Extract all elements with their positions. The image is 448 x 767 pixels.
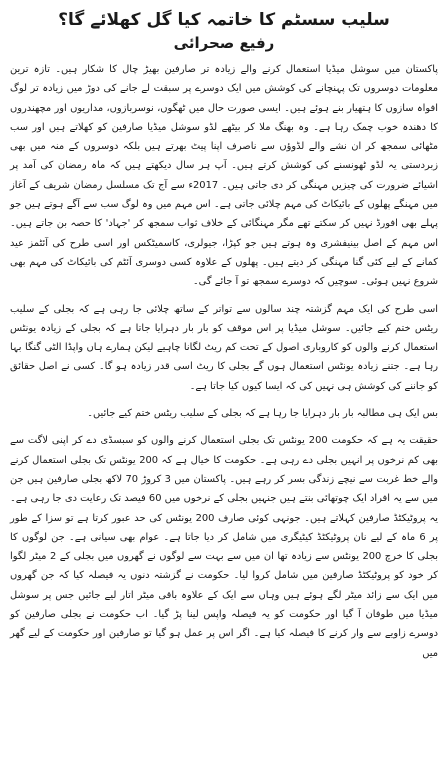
article-paragraph: پاکستان میں سوشل میڈیا استعمال کرنے والے زیادہ تر صارفین بھیڑ چال کا شکار ہیں۔ تازہ ترین معلومات دوسروں تک پہنچانے کی کوشش میں ایک دوسرے پر سبقت لے جانے کی دوڑ میں زیادہ تر لوگ افواہ سازوں کا ہتھیار بنے ہوئے ہیں۔ ایسی صورت حال میں ٹھگوں، نوسربازوں، مداریوں اور مچھندروں کا دھندہ خوب چمک رہا ہے۔ وہ بھنگ ملا کر بیٹھے لڈو سوشل میڈیا صارفین کو کھلاتے ہیں اور سب مٹھائی سمجھ کر ان نشے والے لڈوؤں سے ناصرف اپنا پیٹ بھرتے ہیں بلکہ دوسروں کے منہ میں بھی زبردستی یہ لڈو ٹھونسنے کی کوشش کرتے ہیں۔ آپ ہر سال دیکھتے ہیں کہ ماہ رمضان کی آمد پر اشیائے ضرورت کی چیزیں مہنگی کر دی جاتی ہیں۔ 2017ء سے آج تک مسلسل رمضان شریف کے آغاز میں مہنگے پھلوں کے بائیکاٹ کی مہم چلائی جاتی ہے۔ اس مہم میں وہ لوگ سب سے آگے ہوتے ہیں جو پہلے بھی افورڈ نہیں کر سکتے تھے مگر مہنگائی کے خلاف ثواب سمجھ کر 'جہاد' کا حصہ بن جاتے ہیں۔ اس مہم کے اصل بینیفشری وہ ہوتے ہیں جو کپڑا، جیولری، کاسمیٹکس اور اسی طرح کی آئٹمز عید کمانے کے لیے کئی گنا مہنگی کر دیتے ہیں۔ پھلوں کے علاوہ کسی دوسری آئٹم کی بائیکاٹ کی مہم بھی شروع نہیں ہوئی۔ سوچیں کہ دوسرے سمجھ تو آ جائے گی۔	[10, 64, 438, 288]
article-title: سلیب سسٹم کا خاتمہ کیا گل کھلائے گا؟	[58, 10, 390, 30]
article-paragraph: بس ایک ہی مطالبہ بار بار دہرایا جا رہا ہے کہ بجلی کے سلیب ریٹس ختم کیے جائیں۔	[87, 408, 438, 420]
article-body	[10, 60, 438, 663]
article-paragraph: حقیقت یہ ہے کہ حکومت 200 یونٹس تک بجلی استعمال کرنے والوں کو سبسڈی دے کر اپنی لاگت سے بھی کم نرخوں پر انہیں بجلی دے رہی ہے۔ حکومت کا خیال ہے کہ 200 یونٹس تک بجلی استعمال کرنے والے خط غربت سے نیچے زندگی بسر کر رہے ہیں۔ پاکستان میں 3 کروڑ 70 لاکھ بجلی صارفین ہیں جن میں سے یہ افراد ایک چوتھائی بنتے ہیں جنہیں بجلی کے نرخوں میں 60 فیصد تک رعایت دی جا رہی ہے۔ یہ پروٹیکٹڈ صارفین کہلاتے ہیں۔ جونہی کوئی صارف 200 یونٹس کی حد عبور کرتا ہے تو سزا کے طور پر 6 ماہ کے لیے نان پروٹیکٹڈ کیٹیگری میں شامل کر دیا جاتا ہے۔ عوام بھی سیانی ہے۔ جن لوگوں کا بجلی کا خرچ 200 یونٹس سے زیادہ تھا ان میں سے بہت سے لوگوں نے گھروں میں بجلی کے 2 میٹر لگوا کر خود کو پروٹیکٹڈ صارفین میں شامل کروا لیا۔ حکومت نے گزشتہ دنوں یہ فیصلہ کیا کہ جن گھروں میں ایک سے زائد میٹر لگے ہوئے ہیں وہاں سے ایک کے علاوہ باقی میٹر اتار لیے جائیں جس پر سوشل میڈیا میں طوفان آ گیا اور حکومت کو یہ فیصلہ واپس لینا پڑ گیا۔ اب حکومت نے بجلی صارفین کو دوسرے زاویے سے وار کرنے کا فیصلہ کیا ہے۔ اگر اس پر عمل ہو گیا تو صارفین اور حکومت کے لیے گھر میں	[10, 435, 438, 659]
author-byline: رفیع صحرائی	[173, 34, 275, 52]
article-paragraph: اسی طرح کی ایک مہم گزشتہ چند سالوں سے تواتر کے ساتھ چلائی جا رہی ہے کہ بجلی کے سلیب ریٹس ختم کیے جائیں۔ سوشل میڈیا پر اس موقف کو بار بار دہرایا جاتا ہے کہ بجلی کے زیادہ یونٹس استعمال کرنے والوں کو کاروباری اصول کے تحت کم ریٹ لگانا چاہیے لیکن ہمارے ہاں واپڈا الٹی گنگا بہا رہا ہے۔ جتنے زیادہ یونٹس استعمال ہوں گے بجلی کا ریٹ اسی قدر زیادہ ہو گا۔ کسی نے اصل حقائق کو جاننے کی کوشش ہی نہیں کی کہ ایسا کیوں کیا جاتا ہے۔	[10, 303, 438, 392]
